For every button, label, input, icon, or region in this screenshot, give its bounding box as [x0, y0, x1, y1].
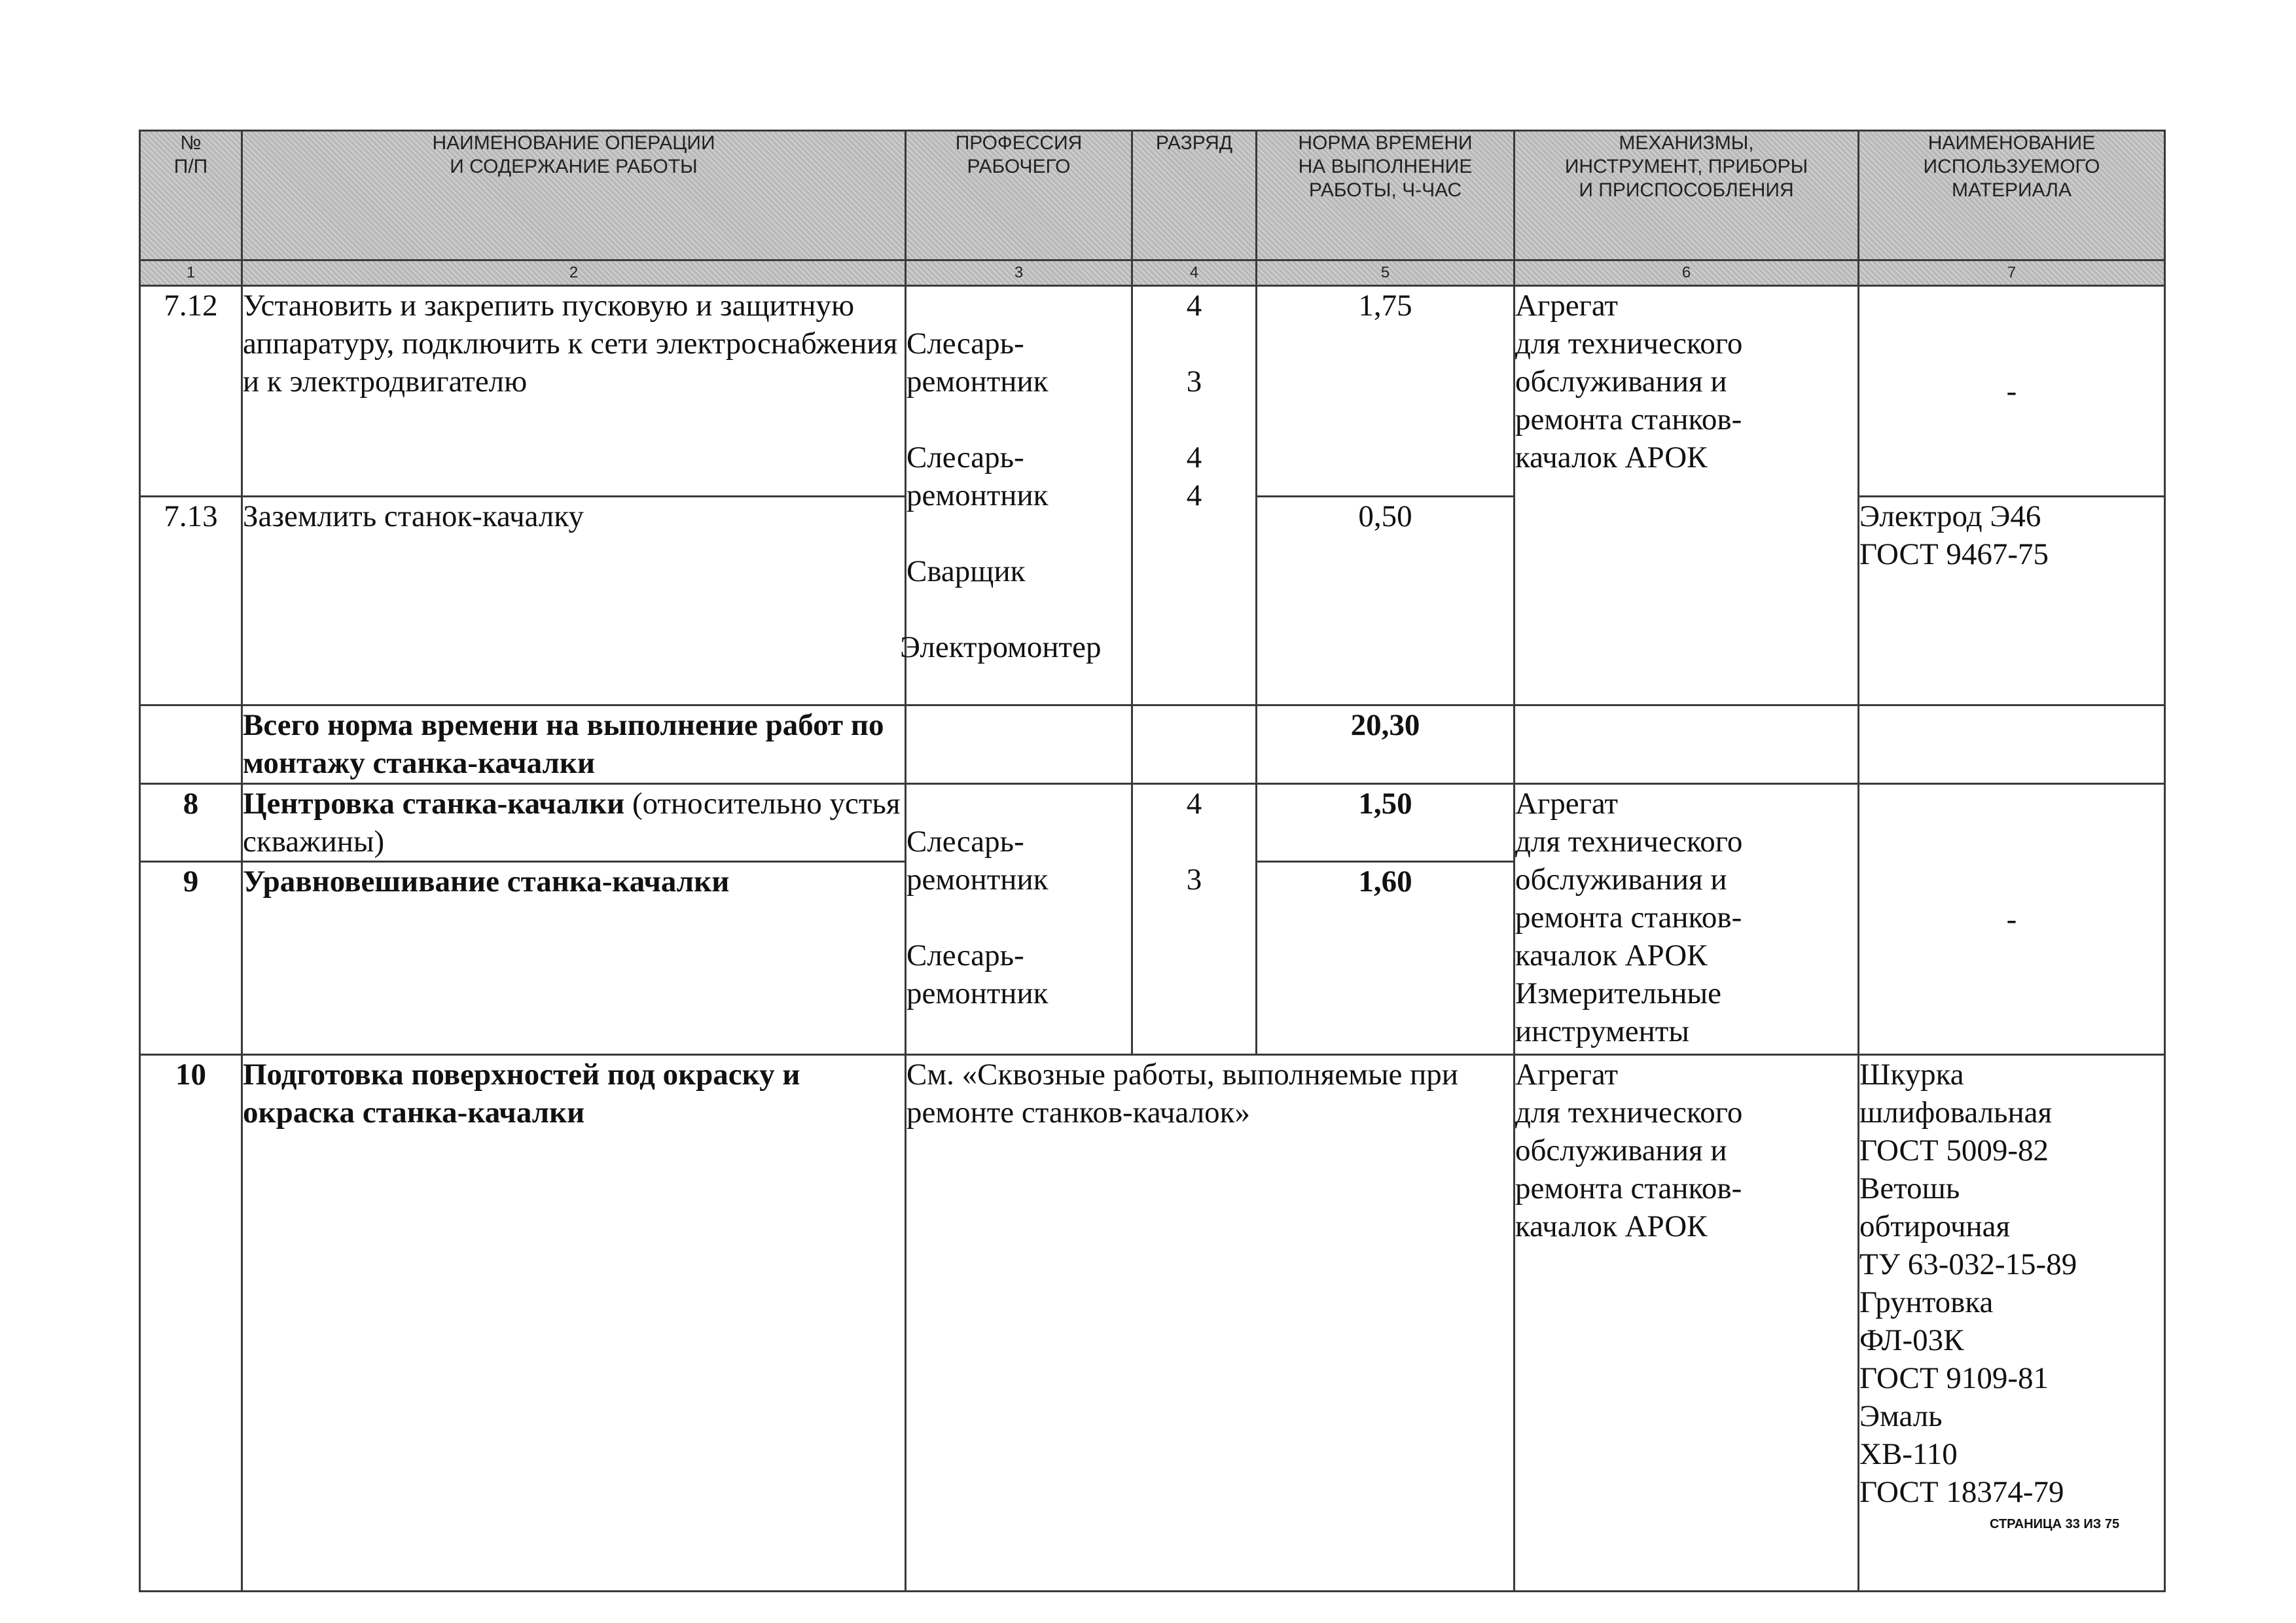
- total-label: Всего норма времени на выполнение работ по монтажу станка-качалки: [242, 705, 906, 784]
- profession: Электромонтер: [900, 630, 1102, 664]
- column-number: 4: [1132, 260, 1257, 286]
- row-number: 10: [140, 1055, 242, 1592]
- row-number: 8: [140, 784, 242, 862]
- table-row: [140, 286, 2165, 497]
- material-cell: -: [1859, 784, 2165, 1055]
- operations-table: [139, 130, 2166, 1592]
- material-cell: -: [1859, 286, 2165, 497]
- profession: Слесарь- ремонтник: [906, 938, 1049, 1010]
- operation-text: Подготовка поверхностей под окраску и окраска станка-качалки: [242, 1055, 906, 1592]
- grade-cell: [1132, 286, 1257, 705]
- column-number: 5: [1257, 260, 1515, 286]
- operation-text: [242, 784, 906, 862]
- reference-text: См. «Сквозные работы, выполняемые при ремонте станков-качалок»: [906, 1055, 1515, 1592]
- column-number-row: [140, 260, 2165, 286]
- time-norm: 1,50: [1257, 784, 1515, 862]
- table-header-row: [140, 131, 2165, 260]
- profession: Слесарь- ремонтник: [906, 327, 1049, 399]
- profession-cell: [900, 286, 1132, 705]
- mechanisms-cell: Агрегат для технического обслуживания и ремонта станков- качалок АРОК: [1515, 286, 1859, 705]
- column-number: 6: [1515, 260, 1859, 286]
- header-operation: НАИМЕНОВАНИЕ ОПЕРАЦИИ И СОДЕРЖАНИЕ РАБОТЫ: [242, 131, 906, 260]
- grade: 4: [1186, 787, 1202, 821]
- time-norm: 1,60: [1257, 862, 1515, 1055]
- material-cell: Электрод Э46 ГОСТ 9467-75: [1859, 497, 2165, 705]
- operation-title: Центровка станка-качалки: [243, 787, 625, 821]
- profession: Сварщик: [906, 554, 1026, 588]
- time-norm: 1,75: [1257, 286, 1515, 497]
- column-number: 2: [242, 260, 906, 286]
- operation-text: Уравновешивание станка-качалки: [242, 862, 906, 1055]
- grade: 4: [1186, 289, 1202, 323]
- profession: Слесарь- ремонтник: [906, 440, 1049, 512]
- table-row: [140, 1055, 2165, 1592]
- total-norm: 20,30: [1257, 705, 1515, 784]
- column-number: 7: [1859, 260, 2165, 286]
- mechanisms-cell: Агрегат для технического обслуживания и ремонта станков- качалок АРОК: [1515, 1055, 1859, 1592]
- profession-cell: [906, 784, 1132, 1055]
- header-mechanisms: МЕХАНИЗМЫ, ИНСТРУМЕНТ, ПРИБОРЫ И ПРИСПОСОБЛЕНИЯ: [1515, 131, 1859, 260]
- header-time-norm: НОРМА ВРЕМЕНИ НА ВЫПОЛНЕНИЕ РАБОТЫ, Ч-ЧАС: [1257, 131, 1515, 260]
- operation-text: Заземлить станок-качалку: [242, 497, 906, 705]
- material-cell: Шкурка шлифовальная ГОСТ 5009-82 Ветошь обтирочная ТУ 63-032-15-89 Грунтовка ФЛ-03К ГОСТ 9109-81 Эмаль ХВ-110 ГОСТ 18374-79: [1859, 1055, 2165, 1592]
- operation-note: (относительно устья скважины): [243, 787, 901, 859]
- header-material: НАИМЕНОВАНИЕ ИСПОЛЬЗУЕМОГО МАТЕРИАЛА: [1859, 131, 2165, 260]
- mechanisms-cell: Агрегат для технического обслуживания и ремонта станков- качалок АРОК Измерительные инструменты: [1515, 784, 1859, 1055]
- row-number: 7.13: [140, 497, 242, 705]
- total-row: [140, 705, 2165, 784]
- grade: 4: [1186, 478, 1202, 512]
- row-number: 7.12: [140, 286, 242, 497]
- page-number: СТРАНИЦА 33 ИЗ 75: [1990, 1517, 2120, 1531]
- operation-text: Установить и закрепить пусковую и защитную аппаратуру, подключить к сети электроснабжения и к электродвигателю: [242, 286, 906, 497]
- row-number: 9: [140, 862, 242, 1055]
- header-number: № П/П: [140, 131, 242, 260]
- header-grade: РАЗРЯД: [1132, 131, 1257, 260]
- grade-cell: [1132, 784, 1257, 1055]
- grade: 4: [1186, 440, 1202, 474]
- grade: 3: [1186, 365, 1202, 399]
- header-profession: ПРОФЕССИЯ РАБОЧЕГО: [906, 131, 1132, 260]
- column-number: 1: [140, 260, 242, 286]
- table-row: [140, 784, 2165, 862]
- operations-table-sheet: [139, 130, 2166, 1592]
- time-norm: 0,50: [1257, 497, 1515, 705]
- profession: Слесарь- ремонтник: [906, 825, 1049, 897]
- grade: 3: [1186, 863, 1202, 897]
- column-number: 3: [906, 260, 1132, 286]
